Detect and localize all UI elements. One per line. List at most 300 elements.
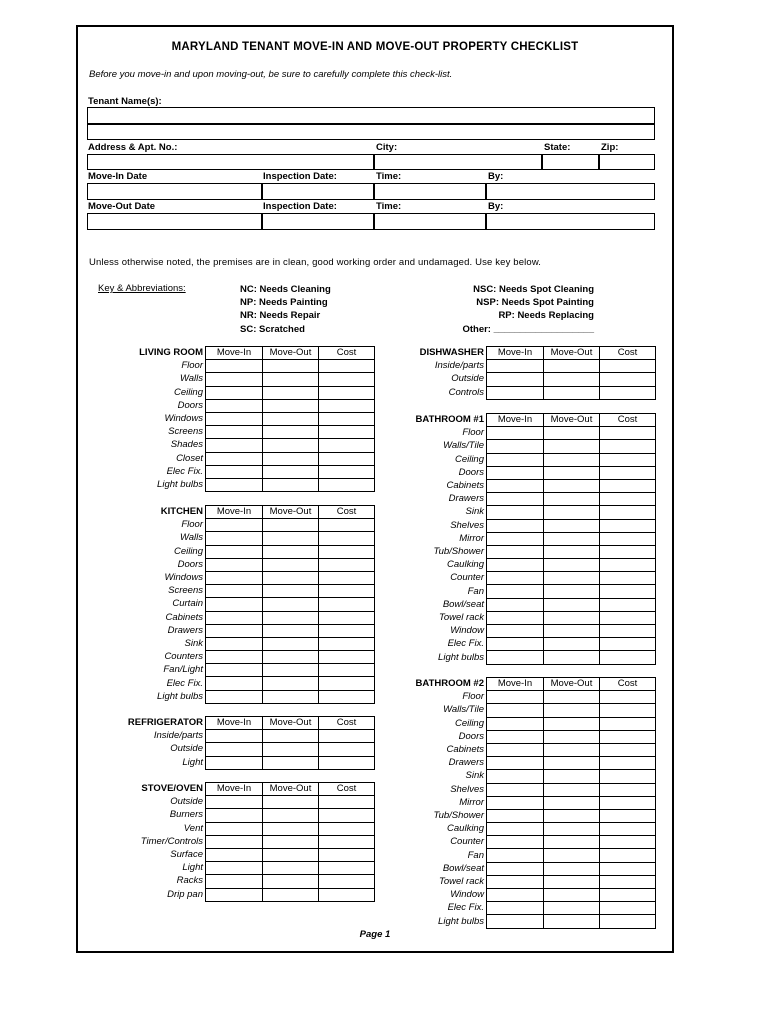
entry-cell[interactable]: [544, 862, 600, 875]
entry-cell[interactable]: [319, 412, 375, 425]
column-header: Move-Out: [544, 347, 600, 360]
entry-cell[interactable]: [600, 757, 656, 770]
entry-cell[interactable]: [263, 571, 319, 584]
item-label: Floor: [181, 519, 203, 531]
entry-cell[interactable]: [487, 823, 544, 836]
entry-cell[interactable]: [206, 743, 263, 756]
entry-cell[interactable]: [319, 558, 375, 571]
entry-cell[interactable]: [600, 717, 656, 730]
entry-cell[interactable]: [600, 836, 656, 849]
entry-cell[interactable]: [263, 478, 319, 491]
entry-cell[interactable]: [487, 862, 544, 875]
entry-cell[interactable]: [206, 452, 263, 465]
column-header: Move-Out: [544, 414, 600, 427]
entry-cell[interactable]: [319, 532, 375, 545]
entry-cell[interactable]: [487, 783, 544, 796]
entry-cell[interactable]: [487, 386, 544, 399]
page-number: Page 1: [359, 929, 391, 940]
entry-cell[interactable]: [263, 743, 319, 756]
entry-cell[interactable]: [319, 452, 375, 465]
entry-cell[interactable]: [263, 598, 319, 611]
entry-cell[interactable]: [600, 532, 656, 545]
entry-cell[interactable]: [544, 519, 600, 532]
entry-cell[interactable]: [544, 836, 600, 849]
moveout-inspection-field[interactable]: [262, 213, 374, 230]
entry-cell[interactable]: [206, 426, 263, 439]
entry-cell[interactable]: [600, 360, 656, 373]
entry-cell[interactable]: [544, 611, 600, 624]
entry-cell[interactable]: [600, 823, 656, 836]
entry-cell[interactable]: [544, 585, 600, 598]
entry-cell[interactable]: [544, 889, 600, 902]
entry-cell[interactable]: [487, 466, 544, 479]
entry-cell[interactable]: [263, 664, 319, 677]
entry-cell[interactable]: [544, 506, 600, 519]
entry-cell[interactable]: [487, 427, 544, 440]
entry-cell[interactable]: [263, 822, 319, 835]
entry-cell[interactable]: [263, 888, 319, 901]
entry-cell[interactable]: [544, 532, 600, 545]
entry-cell[interactable]: [544, 386, 600, 399]
entry-cell[interactable]: [487, 572, 544, 585]
entry-cell[interactable]: [544, 453, 600, 466]
entry-cell[interactable]: [319, 743, 375, 756]
table-row: [206, 743, 375, 756]
entry-cell[interactable]: [263, 835, 319, 848]
entry-cell[interactable]: [206, 558, 263, 571]
entry-cell[interactable]: [487, 625, 544, 638]
entry-cell[interactable]: [263, 677, 319, 690]
entry-cell[interactable]: [263, 452, 319, 465]
section-item-labels: [157, 505, 205, 703]
section-bathroom-1: [415, 413, 656, 665]
entry-cell[interactable]: [600, 862, 656, 875]
entry-cell[interactable]: [319, 730, 375, 743]
entry-cell[interactable]: [544, 730, 600, 743]
entry-cell[interactable]: [544, 783, 600, 796]
entry-cell[interactable]: [544, 572, 600, 585]
entry-cell[interactable]: [544, 849, 600, 862]
entry-cell[interactable]: [544, 770, 600, 783]
entry-cell[interactable]: [206, 360, 263, 373]
entry-cell[interactable]: [544, 638, 600, 651]
moveout-time-label: Time:: [376, 201, 402, 212]
entry-cell[interactable]: [263, 796, 319, 809]
entry-cell[interactable]: [487, 849, 544, 862]
checklist-table: [486, 346, 656, 400]
entry-cell[interactable]: [319, 809, 375, 822]
entry-cell[interactable]: [319, 875, 375, 888]
item-label: Ceiling: [173, 545, 203, 557]
city-label: City:: [376, 142, 398, 153]
entry-cell[interactable]: [600, 427, 656, 440]
item-label: Bowl/seat: [442, 862, 484, 874]
table-row: [206, 571, 375, 584]
entry-cell[interactable]: [487, 902, 544, 915]
moveout-date-field[interactable]: [87, 213, 262, 230]
checklist-table: [205, 346, 375, 492]
entry-cell[interactable]: [263, 624, 319, 637]
section-living-room: [139, 346, 375, 492]
column-header: Move-Out: [263, 506, 319, 519]
entry-cell[interactable]: [487, 717, 544, 730]
tenant-name-field-2[interactable]: [87, 124, 655, 140]
entry-cell[interactable]: [206, 571, 263, 584]
item-label: Screens: [168, 585, 203, 597]
entry-cell[interactable]: [600, 796, 656, 809]
entry-cell[interactable]: [487, 440, 544, 453]
item-label: Shelves: [450, 519, 484, 531]
entry-cell[interactable]: [487, 611, 544, 624]
entry-cell[interactable]: [487, 875, 544, 888]
entry-cell[interactable]: [600, 691, 656, 704]
entry-cell[interactable]: [600, 651, 656, 664]
entry-cell[interactable]: [206, 624, 263, 637]
entry-cell[interactable]: [600, 915, 656, 928]
entry-cell[interactable]: [263, 386, 319, 399]
entry-cell[interactable]: [487, 493, 544, 506]
entry-cell[interactable]: [263, 558, 319, 571]
entry-cell[interactable]: [600, 875, 656, 888]
entry-cell[interactable]: [206, 399, 263, 412]
item-label: Doors: [458, 730, 484, 742]
entry-cell[interactable]: [319, 519, 375, 532]
entry-cell[interactable]: [263, 519, 319, 532]
item-label: Drawers: [448, 757, 484, 769]
entry-cell[interactable]: [206, 478, 263, 491]
entry-cell[interactable]: [600, 453, 656, 466]
entry-cell[interactable]: [319, 651, 375, 664]
entry-cell[interactable]: [487, 532, 544, 545]
key-right-list: [462, 283, 594, 336]
entry-cell[interactable]: [544, 757, 600, 770]
entry-cell[interactable]: [206, 809, 263, 822]
entry-cell[interactable]: [206, 875, 263, 888]
entry-cell[interactable]: [487, 506, 544, 519]
entry-cell[interactable]: [544, 704, 600, 717]
entry-cell[interactable]: [544, 466, 600, 479]
entry-cell[interactable]: [319, 664, 375, 677]
entry-cell[interactable]: [487, 730, 544, 743]
entry-cell[interactable]: [206, 545, 263, 558]
entry-cell[interactable]: [544, 545, 600, 558]
item-label: Tub/Shower: [433, 810, 484, 822]
entry-cell[interactable]: [487, 836, 544, 849]
entry-cell[interactable]: [600, 585, 656, 598]
item-label: Walls: [179, 373, 203, 385]
entry-cell[interactable]: [206, 835, 263, 848]
entry-cell[interactable]: [600, 373, 656, 386]
entry-cell[interactable]: [487, 360, 544, 373]
entry-cell[interactable]: [600, 598, 656, 611]
entry-cell[interactable]: [487, 585, 544, 598]
entry-cell[interactable]: [319, 796, 375, 809]
entry-cell[interactable]: [206, 585, 263, 598]
movein-time-label: Time:: [376, 171, 402, 182]
entry-cell[interactable]: [206, 862, 263, 875]
section-heading: DISHWASHER: [419, 347, 484, 358]
entry-cell[interactable]: [600, 625, 656, 638]
entry-cell[interactable]: [600, 479, 656, 492]
column-header: Move-In: [206, 347, 263, 360]
entry-cell[interactable]: [600, 611, 656, 624]
entry-cell[interactable]: [544, 875, 600, 888]
movein-date-field[interactable]: [87, 183, 262, 200]
zip-field[interactable]: [599, 154, 655, 170]
entry-cell[interactable]: [544, 559, 600, 572]
entry-cell[interactable]: [600, 743, 656, 756]
entry-cell[interactable]: [544, 743, 600, 756]
entry-cell[interactable]: [600, 809, 656, 822]
entry-cell[interactable]: [600, 440, 656, 453]
entry-cell[interactable]: [319, 690, 375, 703]
entry-cell[interactable]: [319, 360, 375, 373]
entry-cell[interactable]: [544, 598, 600, 611]
entry-cell[interactable]: [600, 545, 656, 558]
entry-cell[interactable]: [544, 691, 600, 704]
tenant-name-field-1[interactable]: [87, 107, 655, 124]
entry-cell[interactable]: [319, 624, 375, 637]
entry-cell[interactable]: [544, 479, 600, 492]
entry-cell[interactable]: [206, 386, 263, 399]
entry-cell[interactable]: [487, 770, 544, 783]
entry-cell[interactable]: [544, 427, 600, 440]
table-row: [206, 809, 375, 822]
entry-cell[interactable]: [206, 465, 263, 478]
address-field[interactable]: [87, 154, 374, 170]
entry-cell[interactable]: [600, 889, 656, 902]
entry-cell[interactable]: [263, 848, 319, 861]
entry-cell[interactable]: [206, 664, 263, 677]
entry-cell[interactable]: [319, 822, 375, 835]
entry-cell[interactable]: [544, 902, 600, 915]
entry-cell[interactable]: [487, 691, 544, 704]
movein-by-field[interactable]: [486, 183, 655, 200]
entry-cell[interactable]: [206, 373, 263, 386]
entry-cell[interactable]: [206, 637, 263, 650]
city-field[interactable]: [374, 154, 542, 170]
item-label: Inside/parts: [434, 360, 484, 372]
entry-cell[interactable]: [263, 532, 319, 545]
entry-cell[interactable]: [600, 770, 656, 783]
movein-date-label: Move-In Date: [88, 171, 148, 182]
table-row: [487, 836, 656, 849]
entry-cell[interactable]: [600, 466, 656, 479]
entry-cell[interactable]: [206, 822, 263, 835]
moveout-by-field[interactable]: [486, 213, 655, 230]
entry-cell[interactable]: [263, 756, 319, 769]
entry-cell[interactable]: [206, 677, 263, 690]
entry-cell[interactable]: [263, 730, 319, 743]
table-row: [487, 849, 656, 862]
entry-cell[interactable]: [319, 835, 375, 848]
item-label: Controls: [448, 386, 484, 398]
entry-cell[interactable]: [263, 611, 319, 624]
movein-time-field[interactable]: [374, 183, 486, 200]
entry-cell[interactable]: [487, 889, 544, 902]
table-row: [487, 889, 656, 902]
entry-cell[interactable]: [600, 638, 656, 651]
entry-cell[interactable]: [206, 439, 263, 452]
entry-cell[interactable]: [487, 638, 544, 651]
table-header-row: [206, 717, 375, 730]
entry-cell[interactable]: [544, 625, 600, 638]
table-row: [206, 730, 375, 743]
entry-cell[interactable]: [544, 796, 600, 809]
entry-cell[interactable]: [206, 756, 263, 769]
entry-cell[interactable]: [206, 598, 263, 611]
table-row: [487, 373, 656, 386]
table-row: [487, 823, 656, 836]
entry-cell[interactable]: [263, 809, 319, 822]
entry-cell[interactable]: [544, 360, 600, 373]
entry-cell[interactable]: [206, 412, 263, 425]
entry-cell[interactable]: [487, 453, 544, 466]
entry-cell[interactable]: [319, 545, 375, 558]
entry-cell[interactable]: [319, 399, 375, 412]
entry-cell[interactable]: [319, 756, 375, 769]
entry-cell[interactable]: [206, 519, 263, 532]
entry-cell[interactable]: [319, 611, 375, 624]
table-row: [487, 611, 656, 624]
entry-cell[interactable]: [319, 585, 375, 598]
entry-cell[interactable]: [319, 373, 375, 386]
entry-cell[interactable]: [263, 439, 319, 452]
entry-cell[interactable]: [206, 690, 263, 703]
entry-cell[interactable]: [319, 862, 375, 875]
entry-cell[interactable]: [487, 545, 544, 558]
entry-cell[interactable]: [263, 373, 319, 386]
intro-text: Before you move-in and upon moving-out, be sure to carefully complete this check-list.: [89, 69, 453, 80]
entry-cell[interactable]: [600, 572, 656, 585]
entry-cell[interactable]: [319, 598, 375, 611]
entry-cell[interactable]: [319, 677, 375, 690]
entry-cell[interactable]: [263, 399, 319, 412]
entry-cell[interactable]: [487, 743, 544, 756]
entry-cell[interactable]: [206, 651, 263, 664]
tenant-name-label: Tenant Name(s):: [88, 96, 162, 107]
entry-cell[interactable]: [487, 559, 544, 572]
entry-cell[interactable]: [263, 545, 319, 558]
entry-cell[interactable]: [263, 637, 319, 650]
entry-cell[interactable]: [487, 915, 544, 928]
column-header: Move-In: [487, 414, 544, 427]
entry-cell[interactable]: [263, 412, 319, 425]
item-label: Screens: [168, 426, 203, 438]
item-label: Elec Fix.: [166, 677, 203, 689]
item-label: Ceiling: [173, 386, 203, 398]
entry-cell[interactable]: [206, 888, 263, 901]
section-heading: STOVE/OVEN: [141, 783, 203, 794]
entry-cell[interactable]: [544, 823, 600, 836]
entry-cell[interactable]: [319, 465, 375, 478]
entry-cell[interactable]: [206, 730, 263, 743]
entry-cell[interactable]: [544, 809, 600, 822]
entry-cell[interactable]: [600, 386, 656, 399]
entry-cell[interactable]: [544, 440, 600, 453]
table-row: [206, 452, 375, 465]
entry-cell[interactable]: [600, 849, 656, 862]
item-label: Curtain: [172, 598, 203, 610]
entry-cell[interactable]: [206, 611, 263, 624]
entry-cell[interactable]: [263, 875, 319, 888]
entry-cell[interactable]: [487, 519, 544, 532]
item-label: Mirror: [459, 796, 484, 808]
entry-cell[interactable]: [600, 506, 656, 519]
entry-cell[interactable]: [263, 585, 319, 598]
moveout-time-field[interactable]: [374, 213, 486, 230]
entry-cell[interactable]: [263, 651, 319, 664]
column-header: Move-In: [487, 678, 544, 691]
entry-cell[interactable]: [600, 730, 656, 743]
entry-cell[interactable]: [263, 465, 319, 478]
item-label: Cabinets: [446, 744, 484, 756]
table-row: [206, 637, 375, 650]
entry-cell[interactable]: [487, 757, 544, 770]
entry-cell[interactable]: [544, 651, 600, 664]
entry-cell[interactable]: [319, 571, 375, 584]
entry-cell[interactable]: [263, 862, 319, 875]
item-label: Inside/parts: [153, 730, 203, 742]
entry-cell[interactable]: [487, 796, 544, 809]
table-row: [206, 796, 375, 809]
entry-cell[interactable]: [319, 478, 375, 491]
table-row: [487, 572, 656, 585]
entry-cell[interactable]: [319, 426, 375, 439]
entry-cell[interactable]: [600, 783, 656, 796]
entry-cell[interactable]: [206, 532, 263, 545]
moveout-by-label: By:: [488, 201, 504, 212]
movein-inspection-field[interactable]: [262, 183, 374, 200]
entry-cell[interactable]: [487, 704, 544, 717]
entry-cell[interactable]: [319, 637, 375, 650]
entry-cell[interactable]: [600, 704, 656, 717]
entry-cell[interactable]: [487, 651, 544, 664]
entry-cell[interactable]: [319, 888, 375, 901]
entry-cell[interactable]: [487, 598, 544, 611]
entry-cell[interactable]: [544, 915, 600, 928]
item-label: Floor: [462, 427, 484, 439]
entry-cell[interactable]: [319, 439, 375, 452]
item-label: Light bulbs: [157, 479, 203, 491]
table-row: [487, 757, 656, 770]
entry-cell[interactable]: [544, 373, 600, 386]
table-row: [487, 427, 656, 440]
entry-cell[interactable]: [319, 848, 375, 861]
section-stove-oven: [140, 782, 375, 902]
state-field[interactable]: [542, 154, 599, 170]
table-row: [487, 691, 656, 704]
entry-cell[interactable]: [544, 493, 600, 506]
table-row: [206, 426, 375, 439]
entry-cell[interactable]: [263, 690, 319, 703]
key-other: Other: ___________________: [462, 323, 594, 335]
entry-cell[interactable]: [600, 519, 656, 532]
entry-cell[interactable]: [206, 848, 263, 861]
entry-cell[interactable]: [600, 493, 656, 506]
entry-cell[interactable]: [263, 360, 319, 373]
entry-cell[interactable]: [319, 386, 375, 399]
entry-cell[interactable]: [600, 559, 656, 572]
entry-cell[interactable]: [487, 373, 544, 386]
entry-cell[interactable]: [600, 902, 656, 915]
item-label: Surface: [170, 849, 203, 861]
entry-cell[interactable]: [263, 426, 319, 439]
entry-cell[interactable]: [206, 796, 263, 809]
entry-cell[interactable]: [487, 809, 544, 822]
entry-cell[interactable]: [487, 479, 544, 492]
entry-cell[interactable]: [544, 717, 600, 730]
